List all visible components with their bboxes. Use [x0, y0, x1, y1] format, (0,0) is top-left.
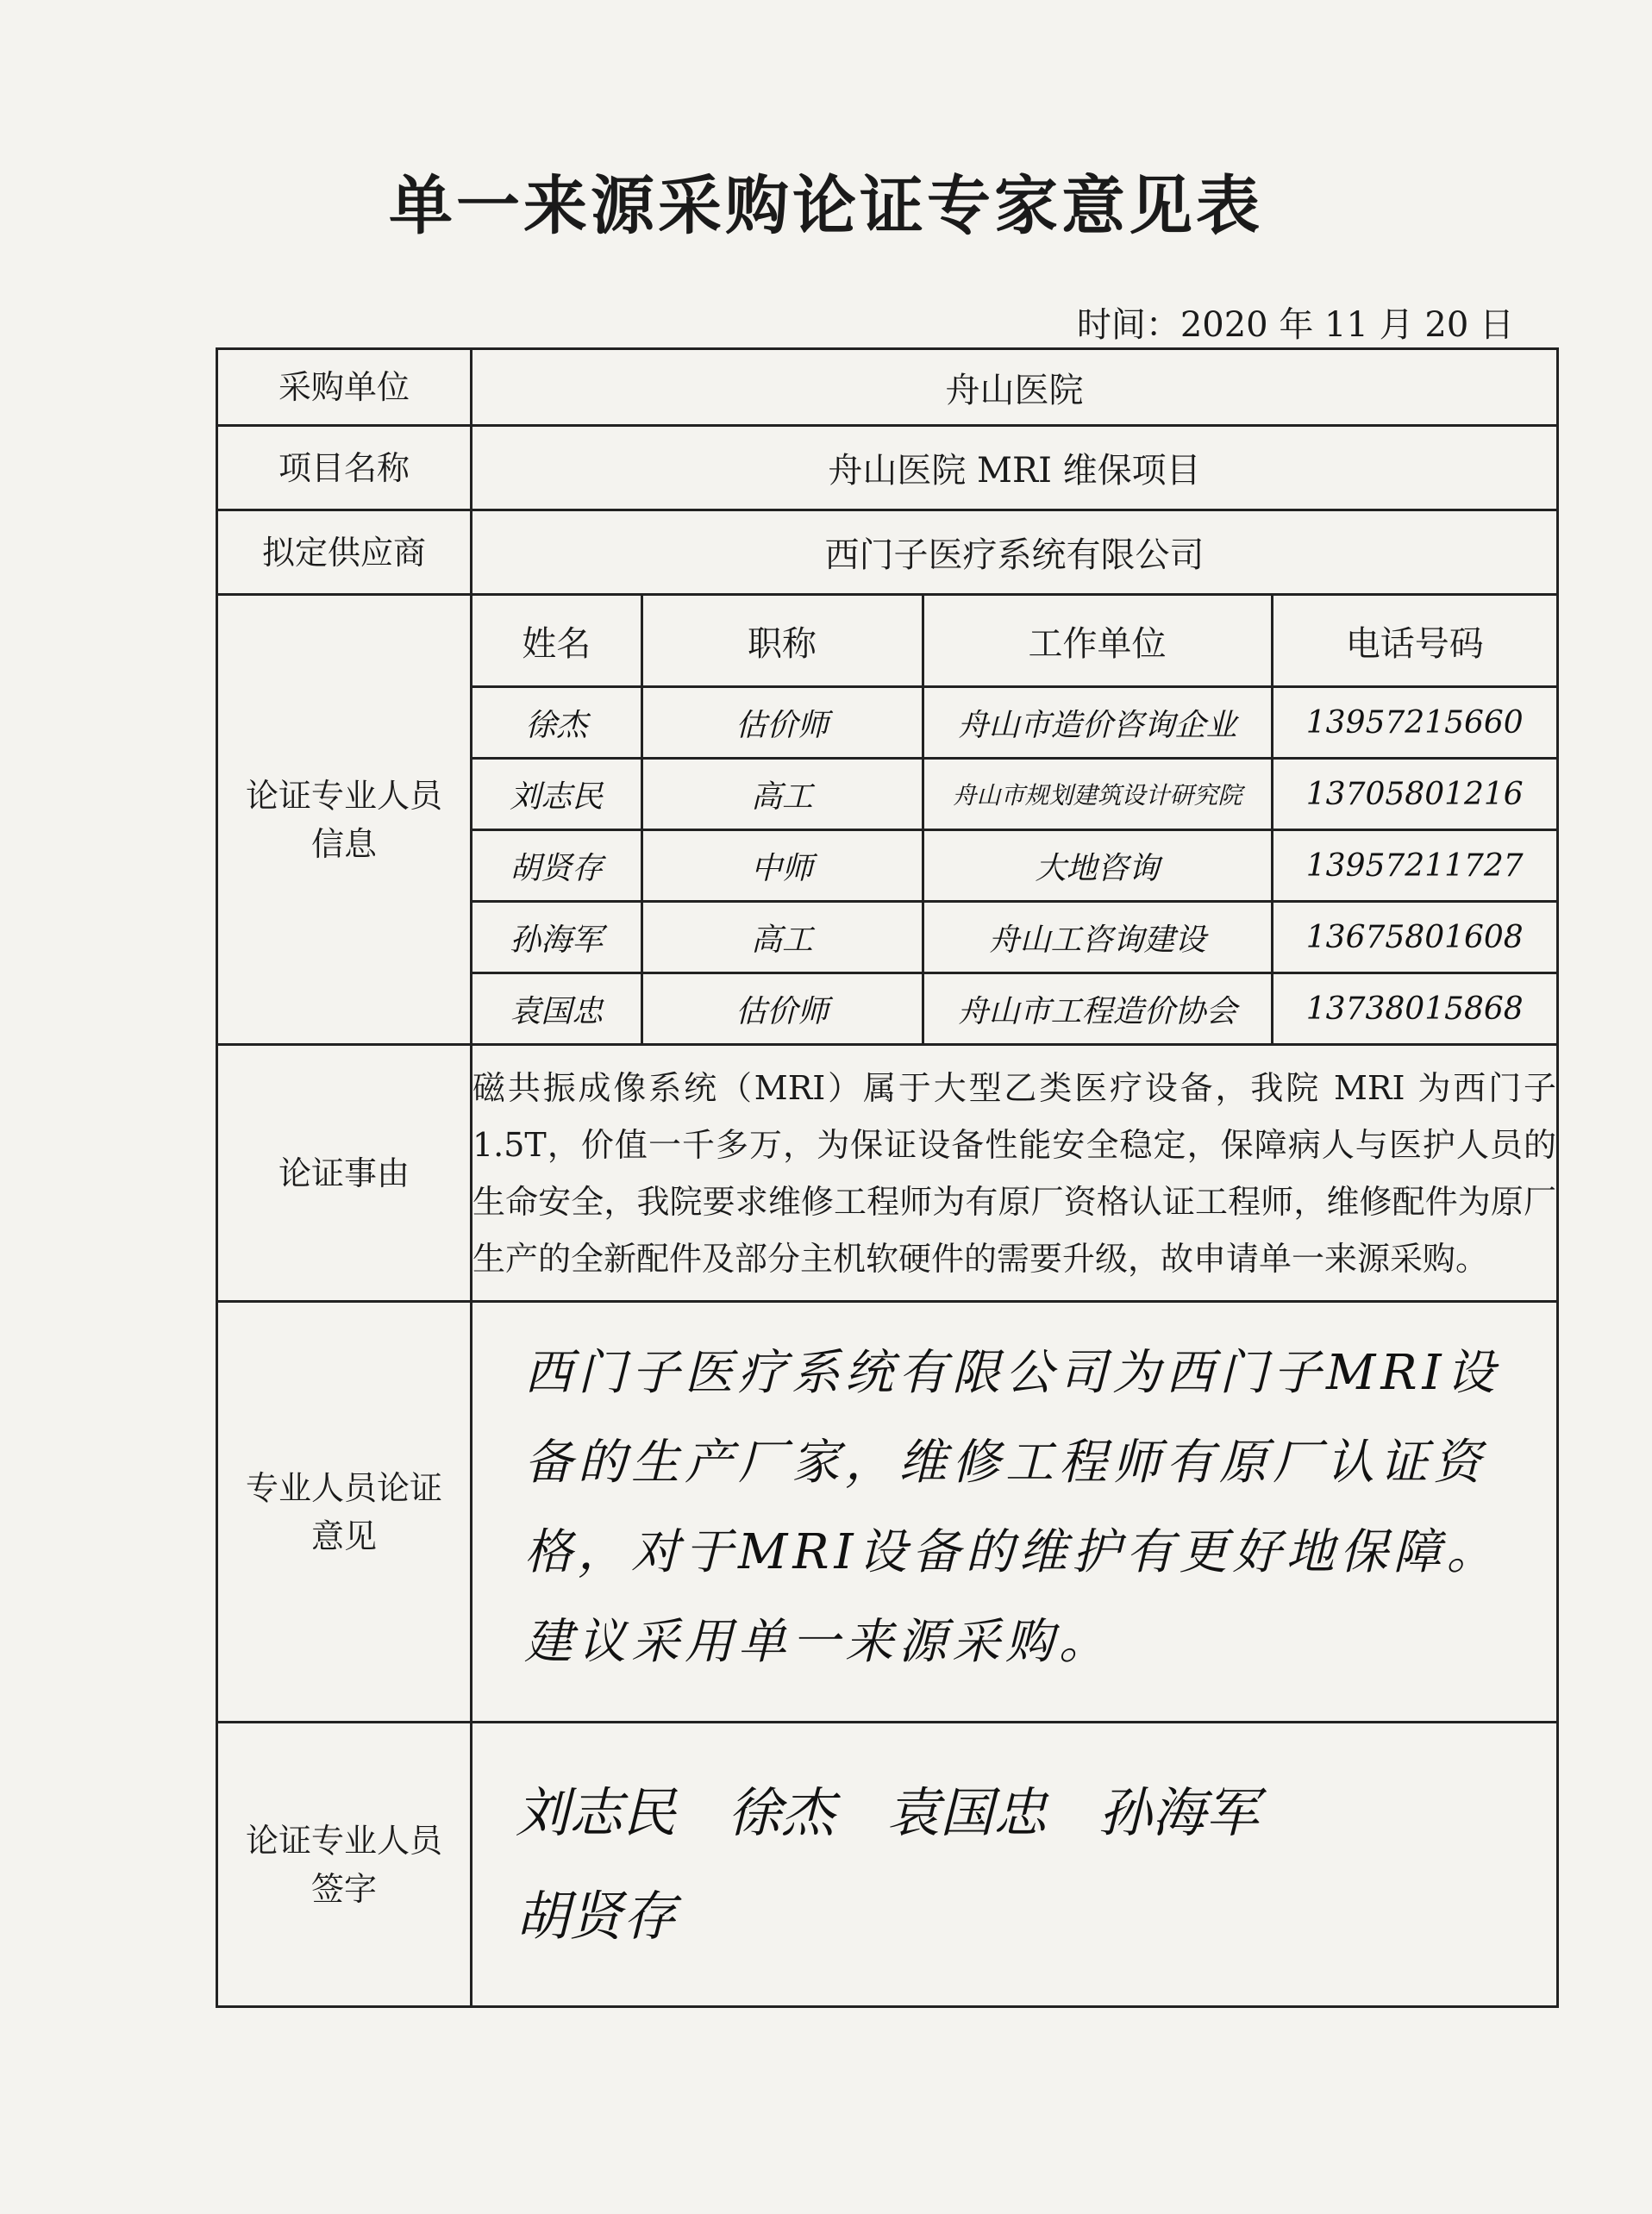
expert-phone: 13957215660: [1272, 687, 1556, 759]
expert-name: 胡贤存: [472, 830, 641, 902]
signature-label-text: 论证专业人员签字: [245, 1821, 442, 1908]
purchaser-value: 舟山医院: [472, 349, 1558, 426]
project-label: 项目名称: [217, 426, 472, 510]
expert-org: 舟山市工程造价协会: [923, 973, 1272, 1044]
expert-phone: 13675801608: [1272, 902, 1556, 973]
header-title: 职称: [641, 596, 923, 687]
supplier-label: 拟定供应商: [217, 510, 472, 595]
expert-row: [472, 902, 1556, 973]
opinion-text: 西门子医疗系统有限公司为西门子MRI设备的生产厂家，维修工程师有原厂认证资格，对于MRI设备的维护有更好地保障。建议采用单一来源采购。: [472, 1302, 1558, 1723]
purchaser-row: [217, 349, 1558, 426]
project-row: [217, 426, 1558, 510]
signature: 胡贤存: [516, 1884, 677, 1948]
signature-area: [472, 1723, 1558, 2007]
experts-table: [472, 596, 1556, 1043]
signature-label: [217, 1723, 472, 2007]
reason-text: 磁共振成像系统（MRI）属于大型乙类医疗设备，我院 MRI 为西门子 1.5T，价值一千多万，为保证设备性能安全稳定，保障病人与医护人员的生命安全，我院要求维修工程师为有原厂资格认证工程师，维修配件为原厂生产的全新配件及部分主机软硬件的需要升级，故申请单一来源采购。: [472, 1045, 1558, 1302]
signature: 袁国忠: [886, 1780, 1048, 1844]
purchaser-label: 采购单位: [217, 349, 472, 426]
header-name: 姓名: [472, 596, 641, 687]
expert-name: 袁国忠: [472, 973, 641, 1044]
supplier-value: 西门子医疗系统有限公司: [472, 510, 1558, 595]
supplier-row: [217, 510, 1558, 595]
expert-title: 估价师: [641, 687, 923, 759]
expert-phone: 13705801216: [1272, 759, 1556, 830]
signature: 刘志民: [516, 1780, 677, 1844]
expert-title: 高工: [641, 902, 923, 973]
opinion-row: [217, 1302, 1558, 1723]
expert-phone: 13738015868: [1272, 973, 1556, 1044]
reason-label: 论证事由: [217, 1045, 472, 1302]
expert-org: 舟山工咨询建设: [923, 902, 1272, 973]
experts-row: [217, 595, 1558, 1045]
form-table: [216, 347, 1559, 2008]
expert-phone: 13957211727: [1272, 830, 1556, 902]
reason-row: [217, 1045, 1558, 1302]
page-title: 单一来源采购论证专家意见表: [389, 169, 1263, 243]
expert-row: [472, 687, 1556, 759]
project-value: 舟山医院 MRI 维保项目: [472, 426, 1558, 510]
header-phone: 电话号码: [1272, 596, 1556, 687]
expert-title: 中师: [641, 830, 923, 902]
experts-header-row: [472, 596, 1556, 687]
expert-name: 刘志民: [472, 759, 641, 830]
expert-name: 孙海军: [472, 902, 641, 973]
expert-org: 舟山市造价咨询企业: [923, 687, 1272, 759]
date-line: 时间：2020 年 11 月 20 日: [1076, 305, 1514, 345]
expert-org: 大地咨询: [923, 830, 1272, 902]
header-org: 工作单位: [923, 596, 1272, 687]
signature-row: [217, 1723, 1558, 2007]
opinion-label-text: 专业人员论证意见: [245, 1468, 442, 1555]
opinion-label: [217, 1302, 472, 1723]
experts-cell: [472, 595, 1558, 1045]
experts-label: [217, 595, 472, 1045]
expert-title: 估价师: [641, 973, 923, 1044]
signature: 孙海军: [1098, 1780, 1260, 1844]
expert-org: 舟山市规划建筑设计研究院: [923, 759, 1272, 830]
experts-label-text: 论证专业人员信息: [245, 776, 442, 863]
expert-name: 徐杰: [472, 687, 641, 759]
signature: 徐杰: [728, 1780, 835, 1844]
expert-title: 高工: [641, 759, 923, 830]
expert-row: [472, 973, 1556, 1044]
expert-row: [472, 759, 1556, 830]
expert-row: [472, 830, 1556, 902]
